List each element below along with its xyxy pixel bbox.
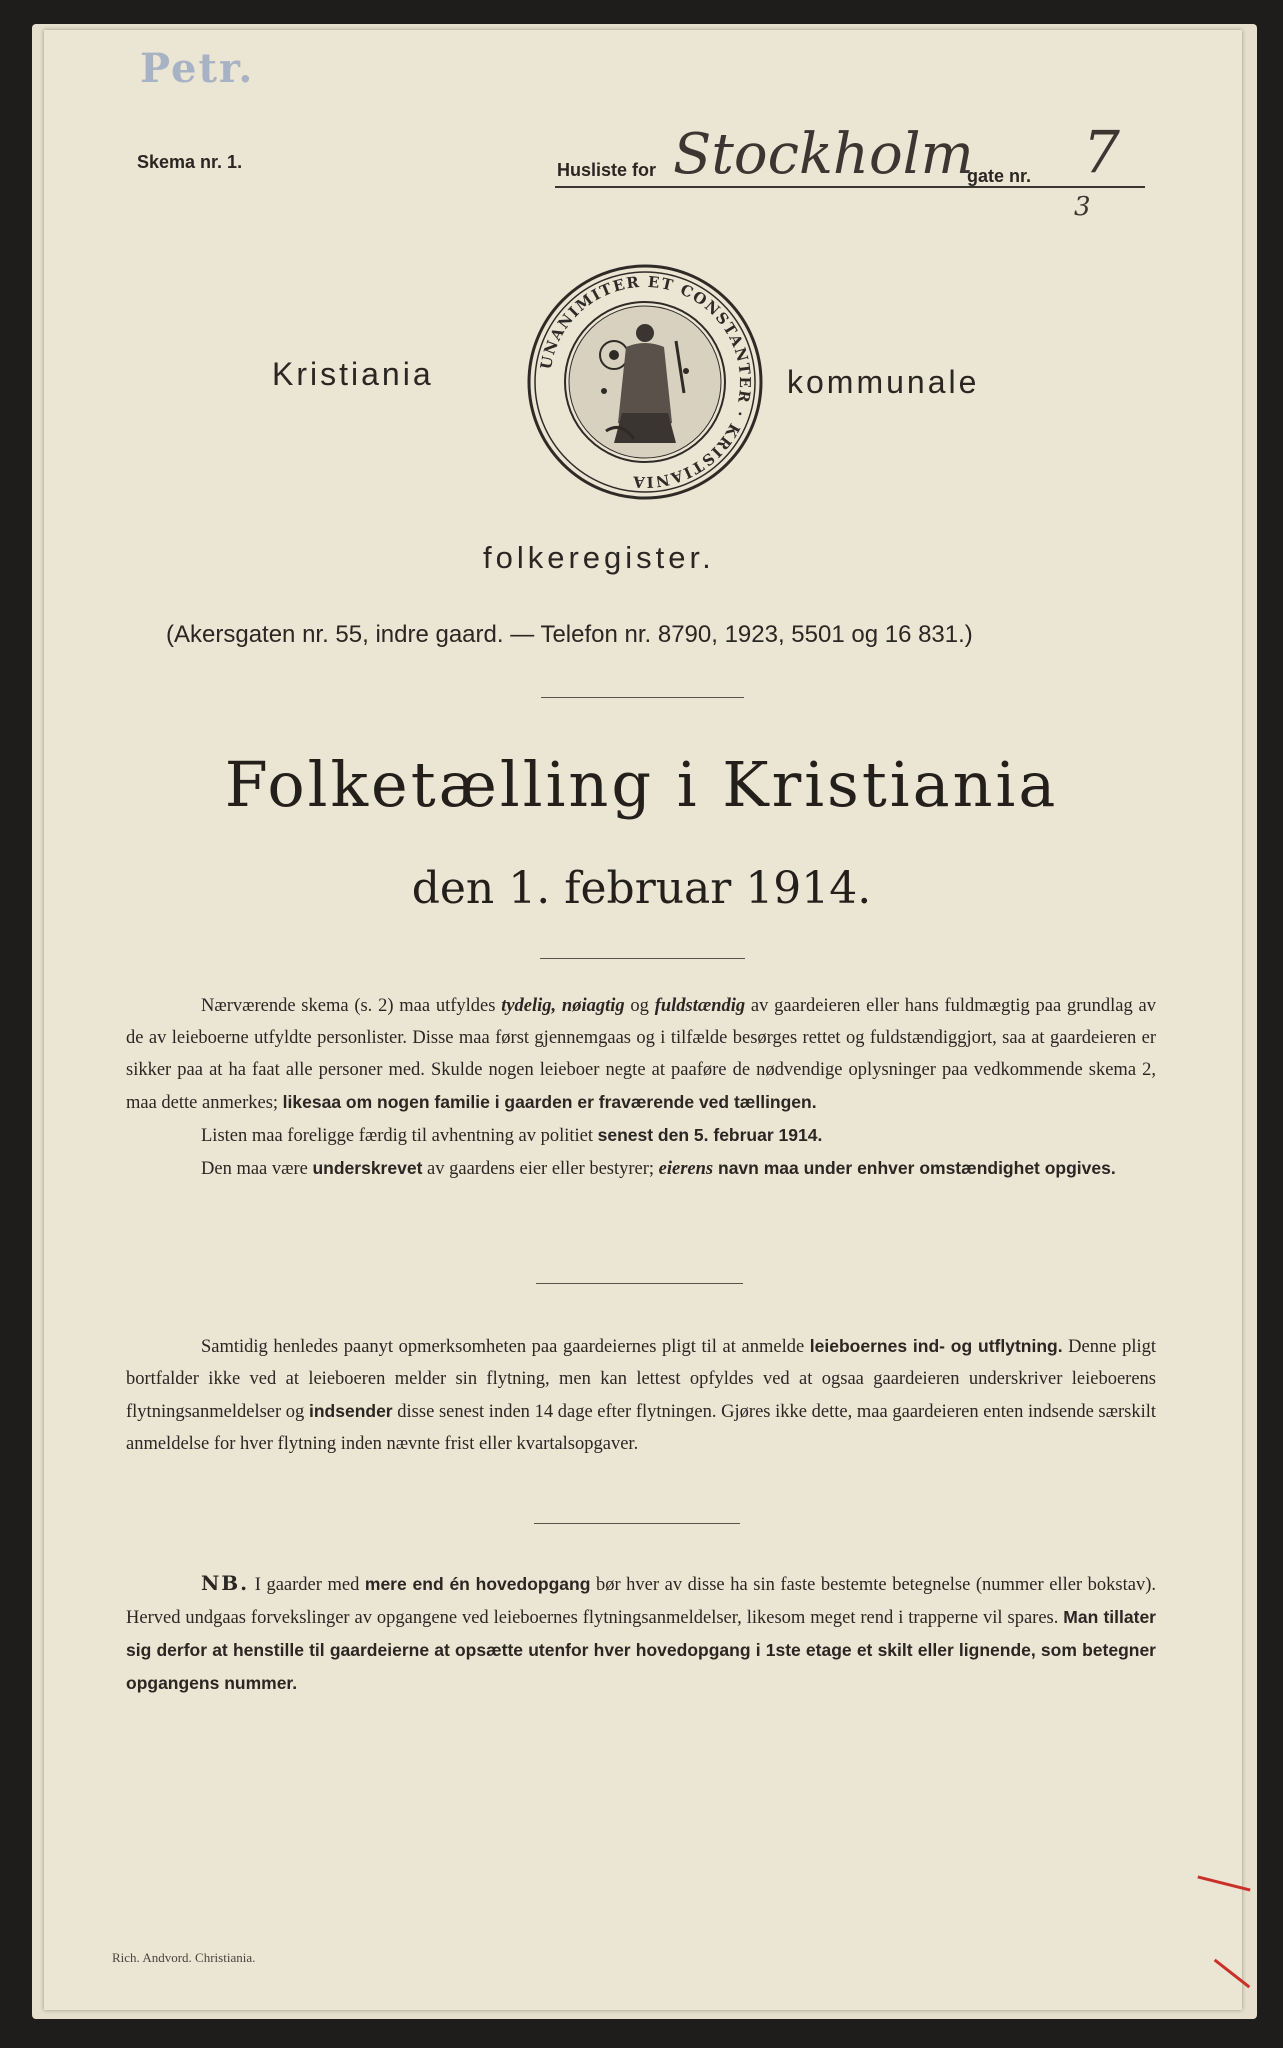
bold-text: mere end én hovedopgang bbox=[364, 1574, 591, 1594]
skema-label: Skema nr. 1. bbox=[137, 152, 243, 172]
nb-label: NB. bbox=[201, 1571, 250, 1595]
divider bbox=[541, 697, 744, 698]
instructions-block-1 bbox=[126, 990, 1156, 1185]
bold-text: Man tillater sig derfor at henstille til gaardeierne at opsætte utenfor hver hovedopgang i 1ste etage et skilt eller lignende, som betegner opgangens nummer. bbox=[126, 1607, 1156, 1693]
city-seal-icon bbox=[526, 263, 764, 501]
text: og bbox=[624, 996, 655, 1016]
document-title: Folketælling i Kristiania bbox=[224, 748, 1059, 821]
text: I gaarder med bbox=[249, 1575, 365, 1595]
instructions-block-2 bbox=[126, 1330, 1156, 1460]
office-address: (Akersgaten nr. 55, indre gaard. — Telefon nr. 8790, 1923, 5501 og 16 831.) bbox=[166, 621, 973, 648]
text: disse senest inden 14 dage efter flytningen. Gjøres ikke dette, maa gaardeieren enten indsende særskilt anmeldelse for hver flytning inden nævnte frist eller kvartalsopgaver. bbox=[126, 1402, 1157, 1454]
bold-text: leieboernes ind- og utflytning. bbox=[809, 1336, 1063, 1356]
divider bbox=[536, 1283, 743, 1284]
bold-text: underskrevet bbox=[312, 1158, 423, 1178]
paragraph bbox=[126, 990, 1156, 1119]
stamp-text: Petr. bbox=[140, 45, 255, 92]
bold-text: senest den 5. februar 1914. bbox=[597, 1125, 823, 1145]
paragraph bbox=[126, 1152, 1156, 1185]
paragraph bbox=[126, 1330, 1156, 1460]
document-date: den 1. februar 1914. bbox=[411, 863, 872, 914]
divider bbox=[540, 958, 745, 959]
folkeregister-heading: folkeregister. bbox=[483, 540, 715, 575]
office-right-word: kommunale bbox=[787, 364, 980, 400]
text: av gaardens eier eller bestyrer; bbox=[422, 1159, 659, 1179]
husliste-underline bbox=[555, 186, 1145, 188]
divider bbox=[534, 1523, 740, 1524]
handwritten-gate-sub: 3 bbox=[1074, 192, 1091, 222]
emphasis: tydelig, nøiagtig bbox=[501, 996, 625, 1016]
seal-text: UNANIMITER ET CONSTANTER · KRISTIANIA bbox=[536, 272, 755, 492]
emphasis: fuldstændig bbox=[654, 996, 746, 1016]
text: Listen maa foreligge færdig til avhentning av politiet bbox=[201, 1126, 598, 1146]
printer-imprint: Rich. Andvord. Christiania. bbox=[112, 1950, 256, 1965]
text: Nærværende skema (s. 2) maa utfyldes bbox=[201, 996, 502, 1016]
handwritten-gate-number: 7 bbox=[1083, 118, 1120, 186]
paragraph bbox=[126, 1119, 1156, 1152]
text: Den maa være bbox=[201, 1159, 313, 1179]
gate-label: gate nr. bbox=[967, 166, 1032, 186]
bold-text: indsender bbox=[308, 1401, 393, 1421]
text: Denne pligt bortfalder ikke ved at leieboeren melder sin flytning, men kan lettest opfyldes ved at ogsaa gaardeieren underskriver leieboerens flytningsanmeldelser og bbox=[126, 1337, 1156, 1422]
bold-text: navn maa under enhver omstændighet opgives. bbox=[713, 1158, 1116, 1178]
paragraph bbox=[126, 1567, 1156, 1700]
text: bør hver av disse ha sin faste bestemte betegnelse (nummer eller bokstav). Herved undgaas forvekslinger av opgangene ved leieboernes flytningsanmeldelser, likesom meget rend i trapperne vil spares. bbox=[126, 1575, 1156, 1628]
instructions-block-3 bbox=[126, 1567, 1156, 1700]
text: Samtidig henledes paanyt opmerksomheten paa gaardeiernes pligt til at anmelde bbox=[201, 1337, 810, 1357]
text: av gaardeieren eller hans fuldmægtig paa grundlag av de av leieboerne utfyldte personlister. Disse maa først gjennemgaas og i tilfælde besørges rettet og fuldstændiggjort, saa at gaardeieren er sikker paa at ha faat alle personer med. Skulde nogen leieboer negte at paaføre de nødvendige oplysninger paa vedkommende skema 2, maa dette anmerkes; bbox=[126, 996, 1156, 1113]
bold-text: likesaa om nogen familie i gaarden er fraværende ved tællingen. bbox=[282, 1092, 817, 1112]
office-left-word: Kristiania bbox=[272, 356, 434, 392]
emphasis: eierens bbox=[658, 1159, 714, 1179]
husliste-label: Husliste for bbox=[557, 160, 657, 180]
handwritten-street: Stockholm bbox=[673, 122, 974, 187]
